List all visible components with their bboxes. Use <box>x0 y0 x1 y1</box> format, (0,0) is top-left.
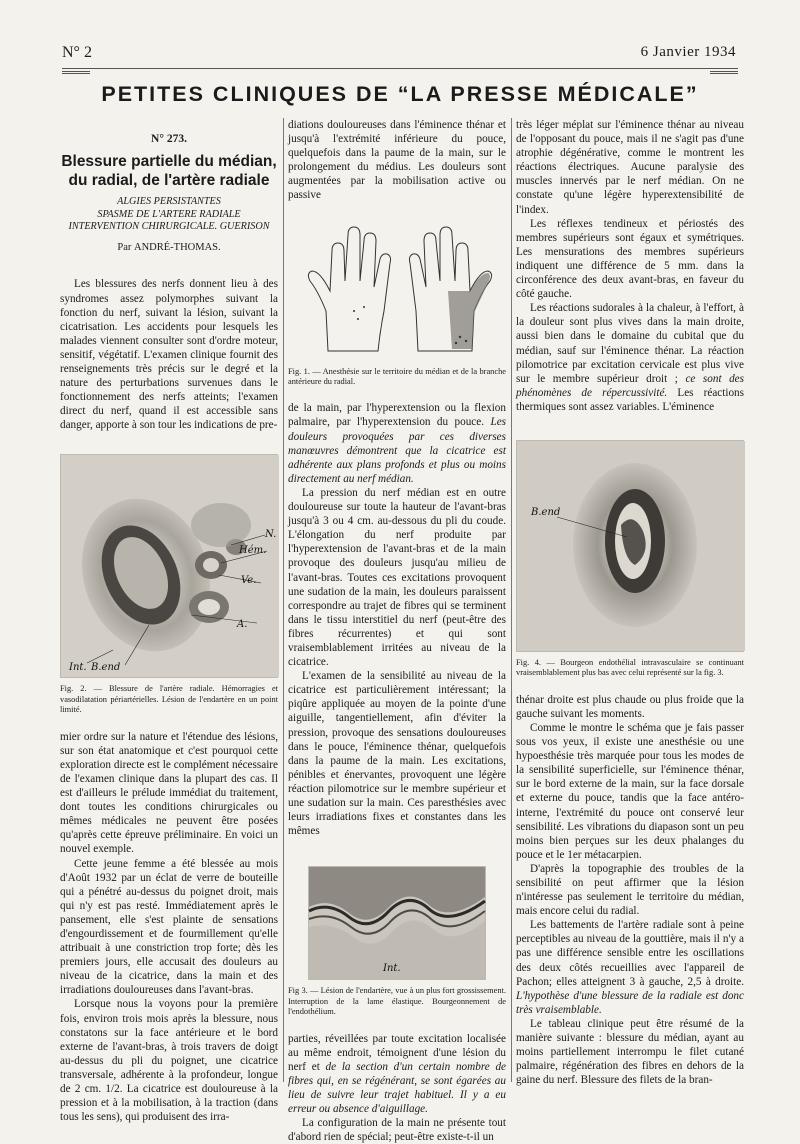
figure-4-caption: Fig. 4. — Bourgeon endothélial intravasculaire se continuant vraisemblablement plus bas avec celui représenté sur la fig. 3. <box>516 657 744 678</box>
paragraph: très léger méplat sur l'éminence thénar au niveau de l'opposant du pouce, mais il ne s'agit pas d'une atrophie dégénérative, comme le montrent les réactions électriques. Aucune paralysie des muscles innervés par le nerf médian. On ne constate qu'une légère hyperextensibilité de l'index. <box>516 119 744 216</box>
author-prefix: Par <box>117 242 132 254</box>
figure-3-caption: Fig 3. — Lésion de l'endartère, vue à un plus fort grossissement. Interruption de la lame élastique. Bourgeonnement de l'endothélium. <box>288 986 506 1017</box>
header-rule-top <box>62 68 738 69</box>
paragraph: Comme le montre le schéma que je fais passer sous vos yeux, il existe une anesthésie ou une hypoesthésie très marquée pour tous les modes de la sensibilité superficielle, sur l'éminence thénar, sur le bord externe de la main, sur la face dorsale et externe du pouce, tandis que la face antéro-interne, l'extrémité du pouce ont conservé leur sensibilité. Les vibrations du diapason sont un peu moins bien perçues sur les deux phalanges du pouce et le 1er métacarpien. <box>516 721 744 861</box>
figure-2-micrograph <box>60 454 278 678</box>
fig2-label-hem: Hém. <box>239 545 267 557</box>
paragraph: Les réflexes tendineux et périostés des membres supérieurs sont égaux et symétriques. Les mensurations des membres supérieurs indiquent une différence de 5 mm. dans la circonférence des deux avant-bras, en faveur du côté gauche. <box>516 217 744 301</box>
column-1 <box>60 118 278 1124</box>
text-run: Les réactions thermiques sont assez variables. L'éminence <box>516 386 745 413</box>
fig2-label-a: A. <box>237 619 248 631</box>
column-divider-1 <box>283 118 284 1082</box>
paragraph: La configuration de la main ne présente tout d'abord rien de spécial; peut-être existe-t-il un <box>288 1117 506 1144</box>
article-title <box>60 152 278 190</box>
author-name: ANDRÉ-THOMAS. <box>134 242 221 254</box>
paragraph: L'examen de la sensibilité au niveau de la cicatrice est particulièrement intéressant; la piqûre appliquée au moyen de la pointe d'une aiguille, tangentiellement, afin d'éviter la pression, provoque des sensations douloureuses dans le pouce, l'éminence thénar, quelquefois dans la paume de la main. Les excitations, pénibles et énervantes, provoquent une légère réaction pilomotrice sur le membre supérieur et une sudation sur la main. Ces paresthésies avec leurs irradiations fixes et constantes dans les mêmes <box>288 670 506 838</box>
text-run: Les réactions sudorales à la chaleur, à l'effort, à la douleur sont plus vives dans la main droite, aussi bien dans le domaine du cubital que du médian, sauf sur l'éminence thénar. La réaction pilomotrice par excitation cervicale est plus vive sur le membre supérieur droit ; <box>516 302 744 385</box>
paragraph <box>288 401 506 486</box>
fig2-label-int: Int. <box>69 662 87 674</box>
fig2-label-n: N. <box>265 529 277 541</box>
figure-2-caption: Fig. 2. — Blessure de l'artère radiale. Hémorragies et vasodilatation périartérielles. Lésion de l'endartère en un point limité. <box>60 684 278 715</box>
paragraph: mier ordre sur la nature et l'étendue des lésions, sur son état anatomique et c'est pourquoi cette exploration directe est le complément nécessaire de l'examen clinique dans la plupart des cas. Il est d'ailleurs le prélude immédiat du traitement, dont toutes les conditions chirurgicales ou mêmes médicales ne peuvent être posées qu'après cette épreuve préliminaire. En voici un nouvel exemple. <box>60 730 278 856</box>
paragraph: diations douloureuses dans l'éminence thénar et jusqu'à l'extrémité inférieure du pouce, quelquefois dans la paume de la main, sur le prolongement du médius. Les douleurs sont augmentées par la mobilisation active ou passive <box>288 119 506 202</box>
header-rule-mark-left <box>62 71 90 74</box>
fig2-label-ve: Ve. <box>241 575 257 587</box>
fig2-label-bend: B.end <box>91 662 121 674</box>
paragraph <box>516 301 744 414</box>
paragraph: D'après la topographie des troubles de la sensibilité on peut affirmer que la lésion n'intéresse pas seulement le territoire du médian, mais encore celui du radial. <box>516 862 744 918</box>
article-title-line-2: du radial, de l'artère radiale <box>68 172 270 190</box>
issue-number: N° 2 <box>62 44 92 61</box>
text-run: Les battements de l'artère radiale sont à peine perceptibles au niveau de la gouttière, mais il n'y a pas une différence sensible entre les oscillations des deux côtés recueillies avec l'appareil de Pachon; elles atteignent 3 à gauche, 2,5 à droite. <box>516 919 744 988</box>
section-title: PETITES CLINIQUES DE “LA PRESSE MÉDICALE” <box>101 82 699 106</box>
paragraph: Les blessures des nerfs donnent lieu à des syndromes assez polymorphes suivant la fonction du nerf, suivant la lésion, suivant la cicatrisation. Les accidents pour lesquels les malades viennent consulter sont d'ordre moteur, sensitif, végétatif. L'examen clinique fournit des renseignements très précis sur le degré et la nature des perturbations survenues dans le fonctionnement des nerfs atteints; l'examen direct du nerf, quand il est accessible sans danger, apporte à son tour les indications de pre- <box>60 278 278 432</box>
text-run: de la main, par l'hyperextension ou la flexion palmaire, par l'hyperextension du pouce. <box>288 402 506 429</box>
article-number: N° 273. <box>151 133 187 145</box>
paragraph: La pression du nerf médian est en outre douloureuse sur toute la hauteur de l'avant-bras jusqu'à 3 ou 4 cm. au-dessous du pli du coude. L'élongation du nerf produite par l'hyperextension de l'avant-bras et de la main provoque des douleurs jusqu'au milieu de l'avant-bras. Toutes ces excitations provoquent une sudation de la main, les douleurs paraissent correspondre au trajet de fibres qui se terminent dans le tissu interstitiel du nerf (peut-être des fibres récurrentes) et qui sont vraisemblablement irritées au niveau de la cicatrice. <box>288 486 506 669</box>
fig3-label-int: Int. <box>383 963 401 975</box>
text-run-italic: de la section d'un certain nombre de fibres qui, en se régénérant, se sont égarées au lieu de suivre leur trajet habituel. Il y a eu erreur ou absence d'aiguillage. <box>288 1060 507 1115</box>
paragraph: Lorsque nous la voyons pour la première fois, environ trois mois après la blessure, nous constatons sur la face antérieure et le bord externe de l'avant-bras, à trois travers de doigt au-dessus du pli du poignet, une cicatrice transversale, adhérente à la profondeur, longue de 2 cm. 1/2. La cicatrice est douloureuse à la pression et à la mobilisation, à la traction (dans tous les sens), qui produisent des irra- <box>60 998 278 1124</box>
paragraph <box>516 918 744 1017</box>
column-divider-2 <box>511 118 512 1082</box>
figure-1-caption: Fig. 1. — Anesthésie sur le territoire du médian et de la branche antérieure du radial. <box>288 366 506 386</box>
paragraph: Le tableau clinique peut être résumé de la manière suivante : blessure du médian, ayant au moins partiellement interrompu le filet cutané palmaire, régénération des fibres en dehors de la gaine du nerf. Blessure des filets de la bran- <box>516 1017 744 1087</box>
subtitle-line-3: INTERVENTION CHIRURGICALE. GUERISON <box>68 220 270 232</box>
text-run: parties, réveillées par toute excitation localisée au même endroit, témoignent d'une lésion du nerf et <box>288 1032 506 1073</box>
article-title-line-1: Blessure partielle du médian, <box>61 153 277 171</box>
article-subtitle <box>60 196 278 233</box>
fig4-label-bend: B.end <box>531 506 561 518</box>
column-2 <box>288 118 507 1144</box>
header-rule-mark-right <box>710 71 738 74</box>
figure-1-hands-diagram <box>288 211 506 361</box>
figure-3-micrograph <box>308 866 486 980</box>
text-run-italic: ce sont des phénomènes de répercussivité. <box>516 372 745 399</box>
figure-4-micrograph <box>516 440 744 652</box>
text-run-italic: Les douleurs provoquées par ces diverses manœuvres démontrent que la cicatrice est adhérente aux plans profonds et plus ou moins directement au nerf médian. <box>288 416 507 485</box>
article-author <box>60 241 278 255</box>
subtitle-line-1: ALGIES PERSISTANTES <box>117 196 221 208</box>
paragraph: thénar droite est plus chaude ou plus froide que la gauche suivant les moments. <box>516 693 744 720</box>
issue-date: 6 Janvier 1934 <box>640 44 736 60</box>
paragraph: Cette jeune femme a été blessée au mois d'Août 1932 par un éclat de verre de bouteille qui a pénétré au-dessus du poignet droit, mais qui n'y est pas resté. Immédiatement après le pansement, elle s'est plainte de sensations d'engourdissement et de fourmillement qu'elle attribuait à une constriction trop forte; dès les premiers jours, elle accusait des douleurs au niveau de la cicatrice, dans la main et des irradiations douloureuses dans l'avant-bras. <box>60 857 278 997</box>
column-3 <box>516 118 745 1087</box>
text-run-italic: L'hypothèse d'une blessure de la radiale est donc très vraisemblable. <box>516 989 744 1016</box>
paragraph <box>288 1032 506 1117</box>
subtitle-line-2: SPASME DE L'ARTERE RADIALE <box>97 208 241 220</box>
